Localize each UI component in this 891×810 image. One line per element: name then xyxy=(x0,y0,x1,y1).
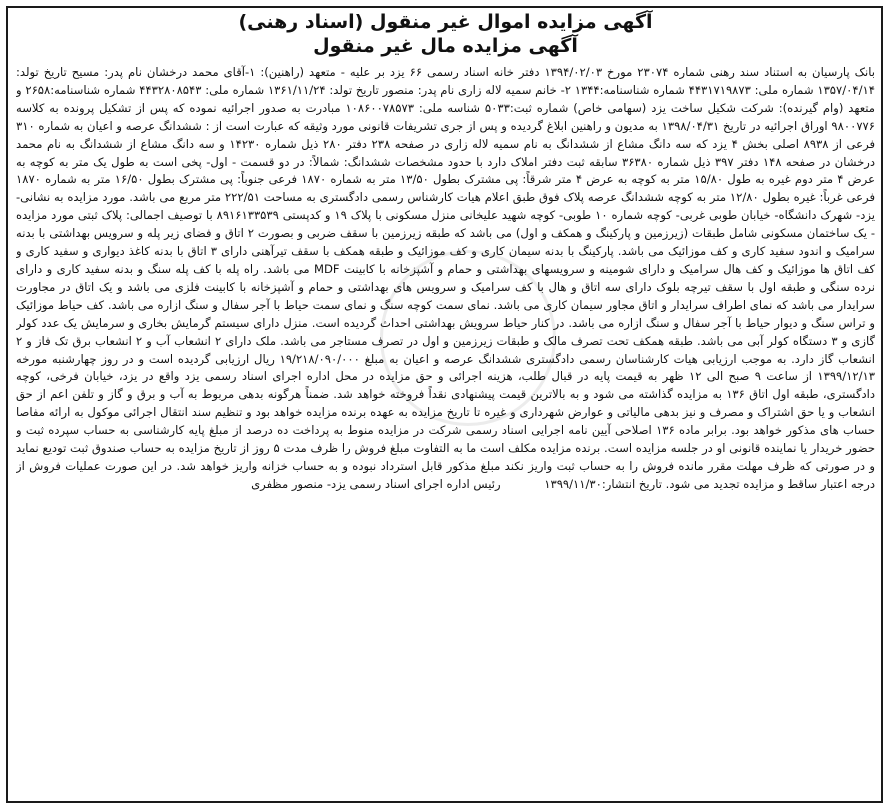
notice-subtitle: آگهی مزایده مال غیر منقول xyxy=(313,35,578,57)
notice-header xyxy=(0,10,891,58)
notice-paragraph: بانک پارسیان به استناد سند رهنی شماره ۲۳۰۷۴ مورخ ۱۳۹۴/۰۲/۰۳ دفتر خانه اسناد رسمی ۶۶ یزد بر علیه - متعهد (راهنین): ۱-آقای محمد درخشان نام پدر: مسیح تاریخ تولد: ۱۳۵۷/۰۴/۱۴ شماره ملی: ۴۴۳۱۷۱۹۸۷۳ شماره شناسنامه:۱۳۴۴ ۲- خانم سمیه لاله زاری نام پدر: منصور تاریخ تولد: ۱۳۶۱/۱۱/۲۴ شماره ملی: ۴۴۳۲۸۰۸۵۴۳ شماره شناسنامه:۲۶۵۸ و متعهد (وام گیرنده): شرکت شکیل ساخت یزد (سهامی خاص) شماره ثبت:۵۰۳۳ شناسه ملی: ۱۰۸۶۰۰۷۸۵۷۳ مبادرت به صدور اجرائیه نموده که پس از تشکیل پرونده به کلاسه ۹۸۰۰۷۷۶ اوراق اجرائیه در تاریخ ۱۳۹۸/۰۴/۳۱ به مدیون و راهنین ابلاغ گردیده و پس از جری تشریفات قانونی مورد وثیقه که عبارت است از : ششدانگ عرصه و اعیان به شماره ۳۱۰ فرعی از ۸۹۳۸ اصلی بخش ۴ یزد که سه دانگ مشاع از ششدانگ به نام سمیه لاله زاری در صفحه ۲۳۸ دفتر ۲۸۰ ذیل شماره ۱۴۲۳۰ و سه دانگ مشاع از ششدانگ به نام محمد درخشان در صفحه ۱۴۸ دفتر ۳۹۷ ذیل شماره ۳۶۳۸۰ سابقه ثبت دفتر املاک دارد با حدود مشخصات ششدانگ: شمالاً: در دو قسمت - اول- پخی است به طول یک متر به کوچه به عرض ۴ متر دوم غیره به طول ۱۵/۸۰ متر به کوچه به عرض ۴ متر شرقاً: پی مشترک بطول ۱۳/۵۰ متر به شماره ۱۸۷۰ فرعی جنوباً: پی مشترک بطول ۱۶/۵۰ متر به شماره ۱۸۷۰ فرعی غرباً: غیره بطول ۱۲/۸۰ متر به کوچه ششدانگ عرصه پلاک فوق طبق اعلام هیات کارشناس رسمی دادگستری به مساحت ۲۲۲/۵۱ متر مربع می باشد. مورد مزایده به نشانی- یزد- شهرک دانشگاه- خیابان طوبی غربی- کوچه شماره ۱۰ طوبی- کوچه شهید علیخانی منزل مسکونی با پلاک ۱۹ و کدپستی ۸۹۱۶۱۳۳۵۳۹ با توصیف اجمالی: پلاک ثبتی مورد مزایده - یک ساختمان مسکونی شامل طبقات (زیرزمین و پارکینگ و همکف و اول) می باشد که طبقه زیرزمین با سقف ضربی و بصورت ۲ اتاق و فضای زیر پله و سرویس بهداشتی با بدنه سرامیک و اندود سفید کاری و کف موزائیک می باشد. پارکینگ با بدنه سیمان کاری و کف موزائیک و طبقه همکف با سقف تیرآهنی دارای ۳ اتاق با بدنه کاغذ دیواری و سفید کاری و کف اتاق ها موزائیک و کف هال سرامیک و دارای شومینه و سرویسهای بهداشتی و حمام و آشپزخانه با کابینت MDF می باشد. راه پله با کف پله سنگ و بدنه سفید کاری و دارای نرده سنگی و طبقه اول با سقف تیرچه بلوک دارای سه اتاق و هال با کف سرامیک و سرویس های بهداشتی و حمام و آشپزخانه با کابینت فلزی می باشد و یک اتاق در مجاورت سرایدار می باشد که نمای اطراف سرایدار و اتاق مجاور سیمان کاری می باشد. نمای سمت کوچه سنگ و نمای سمت حیاط با آجر سفال و سنگ ازاره می باشد. کف حیاط موزائیک و تراس سنگ و دیوار حیاط با آجر سفال و سنگ ازاره می باشد. در کنار حیاط سرویش بهداشتی احداث گردیده است. منزل دارای سیستم گرمایش بخاری و سرمایش یک عدد کولر گازی و ۳ دستگاه کولر آبی می باشد. طبقه همکف تحت تصرف مالک و طبقات زیرزمین و اول در تصرف مستاجر می باشد. ملک دارای ۲ انشعاب آب و ۲ انشعاب برق تک فاز و ۲ انشعاب گاز دارد. به موجب ارزیابی هیات کارشناسان رسمی دادگستری ششدانگ عرصه و اعیان به مبلغ ۱۹/۲۱۸/۰۹۰/۰۰۰ ریال ارزیابی گردیده است و در روز چهارشنبه مورخه ۱۳۹۹/۱۲/۱۳ از ساعت ۹ صبح الی ۱۲ ظهر به قیمت پایه در قبال طلب، هزینه اجرائی و حق مزایده در محل اداره اجرای اسناد رسمی یزد واقع در یزد، خیابان فرخی، کوچه دادگستری، طبقه اول اتاق ۱۳۶ به مزایده گذاشته می شود و به بالاترین قیمت پیشنهادی نقداً فروخته خواهد شد. ضمناً هرگونه بدهی مربوط به آب و برق و گاز و تلفن اعم از حق انشعاب و یا حق اشتراک و مصرف و نیز بدهی مالیاتی و عوارض شهرداری و غیره تا تاریخ مزایده به عهده برنده مزایده خواهد بود و تنظیم سند انتقال اجرائی موکول به ارائه مفاصا حساب های مذکور خواهد بود. برابر ماده ۱۳۶ اصلاحی آیین نامه اجرایی اسناد رسمی شرکت در مزایده منوط به پرداخت ده درصد از مبلغ پایه کارشناسی به حساب سپرده ثبت و حضور خریدار یا نماینده قانونی او در جلسه مزایده است. برنده مزایده مکلف است ما به التفاوت مبلغ فروش را ظرف مدت ۵ روز از تاریخ مزایده به حساب صندوق ثبت تودیع نماید و در صورتی که ظرف مهلت مقرر مانده فروش را به حساب ثبت واریز نکند مبلغ مذکور قابل استرداد نبوده و به حساب خزانه واریز خواهد شد. در این صورت عملیات فروش از درجه اعتبار ساقط و مزایده تجدید می شود. تاریخ انتشار:۱۳۹۹/۱۱/۳۰ xyxy=(16,65,875,491)
notice-signature: رئیس اداره اجرای اسناد رسمی یزد- منصور مظفری xyxy=(251,476,501,491)
notice-body xyxy=(16,64,875,802)
notice-title: آگهی مزایده اموال غیر منقول (اسناد رهنی) xyxy=(238,11,653,33)
